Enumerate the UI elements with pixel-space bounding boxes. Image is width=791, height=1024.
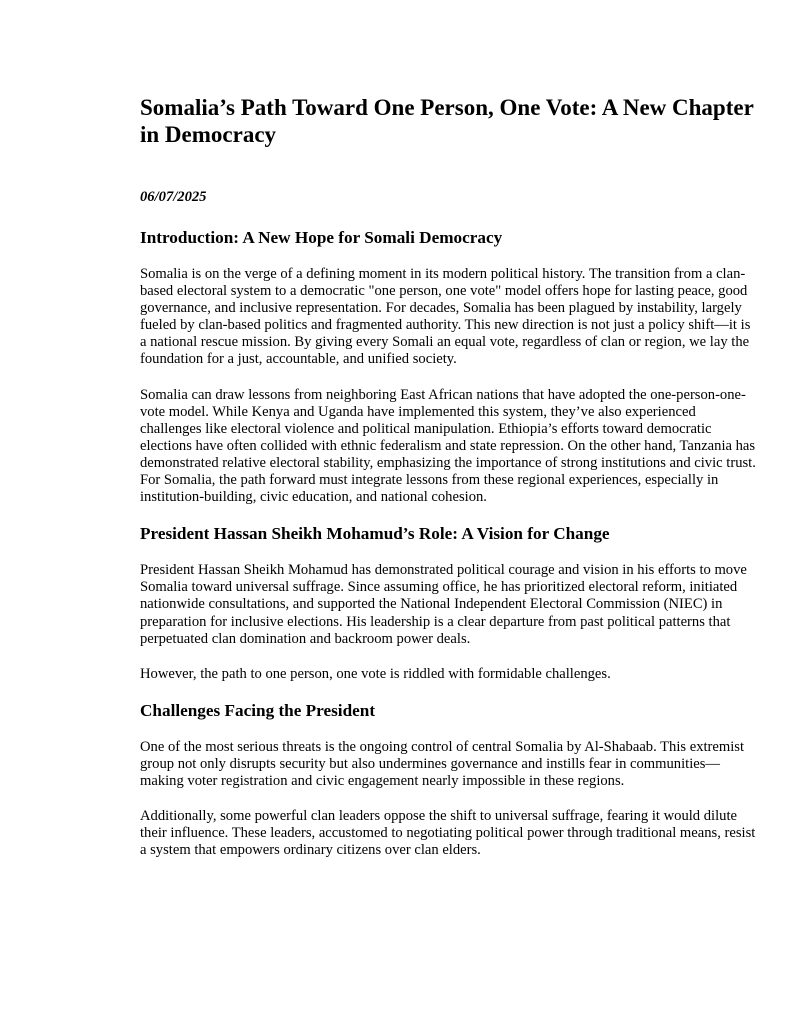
document-date: 06/07/2025 <box>140 189 207 205</box>
document-page <box>140 94 760 859</box>
paragraph-challenges-2: Additionally, some powerful clan leaders oppose the shift to universal suffrage, fearing it would dilute their influence. These leaders, accustomed to negotiating political power through traditional means, resist a system that empowers ordinary citizens over clan elders. <box>140 808 756 859</box>
document-title: Somalia’s Path Toward One Person, One Vote: A New Chapter in Democracy <box>140 95 754 147</box>
paragraph-challenges-1: One of the most serious threats is the ongoing control of central Somalia by Al-Shabaab. This extremist group not only disrupts security but also undermines governance and instills fear in communities—making voter registration and civic engagement nearly impossible in these regions. <box>140 738 745 789</box>
section-heading-introduction: Introduction: A New Hope for Somali Democracy <box>140 228 503 247</box>
paragraph-intro-2: Somalia can draw lessons from neighboring East African nations that have adopted the one-person-one-vote model. While Kenya and Uganda have implemented this system, they’ve also experienced challenges like electoral violence and political manipulation. Ethiopia’s efforts toward democratic elections have often collided with ethnic federalism and state repression. On the other hand, Tanzania has demonstrated relative electoral stability, emphasizing the importance of strong institutions and civic trust. For Somalia, the path forward must integrate lessons from these regional experiences, especially in institution-building, civic education, and national cohesion. <box>140 386 756 506</box>
paragraph-intro-1: Somalia is on the verge of a defining moment in its modern political history. The transition from a clan-based electoral system to a democratic "one person, one vote" model offers hope for lasting peace, good governance, and inclusive representation. For decades, Somalia has been plagued by instability, largely fueled by clan-based politics and fragmented authority. This new direction is not just a policy shift—it is a national rescue mission. By giving every Somali an equal vote, regardless of clan or region, we lay the foundation for a just, accountable, and unified society. <box>140 266 751 368</box>
section-heading-challenges: Challenges Facing the President <box>140 700 376 720</box>
paragraph-president-1: President Hassan Sheikh Mohamud has demonstrated political courage and vision in his efforts to move Somalia toward universal suffrage. Since assuming office, he has prioritized electoral reform, initiated nationwide consultations, and supported the National Independent Electoral Commission (NIEC) in preparation for inclusive elections. His leadership is a clear departure from past political patterns that perpetuated clan domination and backroom power deals. <box>140 562 747 647</box>
paragraph-president-2: However, the path to one person, one vote is riddled with formidable challenges. <box>140 665 611 682</box>
section-heading-president-role: President Hassan Sheikh Mohamud’s Role: A Vision for Change <box>140 524 610 544</box>
